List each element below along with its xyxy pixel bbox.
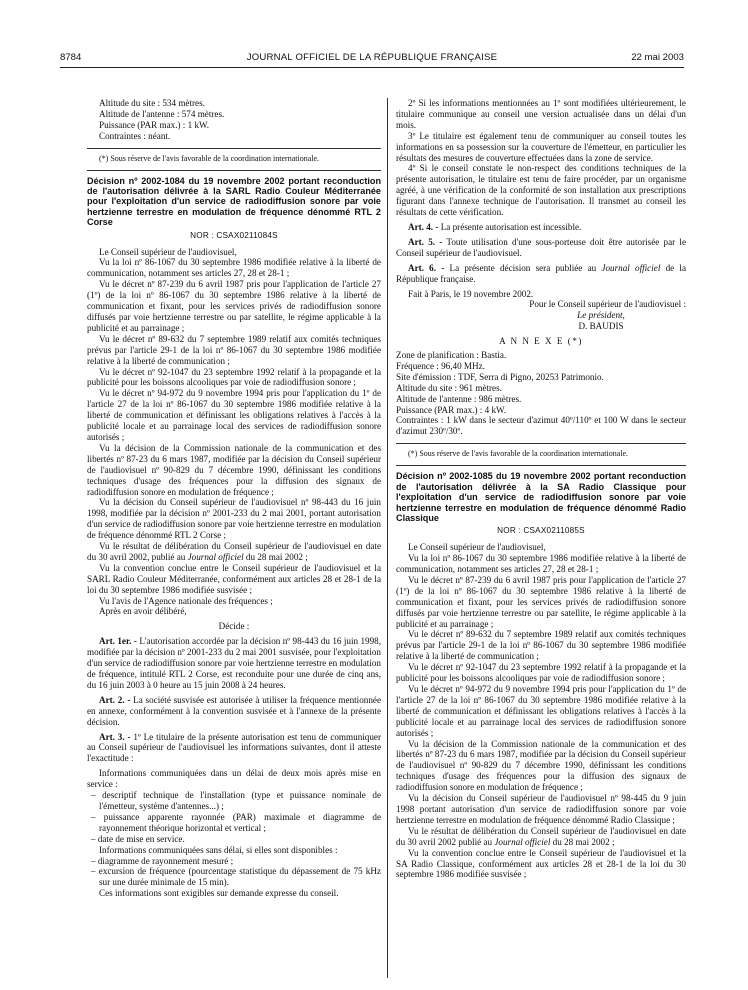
visa-result-text: Vu le résultat de délibération du Conseil supérieur de l'audiovisuel en date du 30 avril 2002, publié au xyxy=(87,541,381,562)
visa-result-date: du 28 mai 2002 ; xyxy=(243,551,308,562)
visa-paragraph: Vu le décret nº 94-972 du 9 novembre 1994 pris pour l'application du 1º de l'article 27 de la loi nº 86-1067 du 30 septembre 1986 modifiée relative à la liberté de communication et définissant les obligations relatives à l'accès à la publicité locale et au parrainage local des services de radiodiffusion sonore autorisés ; xyxy=(396,684,686,738)
annexe-line: Fréquence : 96,40 MHz. xyxy=(396,360,485,371)
article-text: 1º Le titulaire de la présente autorisation est tenu de communiquer au Conseil supérieur de l'audiovisuel les informations suivantes, dont il atteste l'exactitude : xyxy=(87,731,381,764)
footnote: (*) Sous réserve de l'avis favorable de la coordination internationale. xyxy=(99,153,320,163)
page-number: 8784 xyxy=(60,52,82,63)
footnote: (*) Sous réserve de l'avis favorable de la coordination internationale. xyxy=(408,449,629,459)
journal-title: JOURNAL OFFICIEL DE LA RÉPUBLIQUE FRANÇAISE xyxy=(246,52,498,63)
visa-paragraph: Vu le décret nº 87-239 du 6 avril 1987 pris pour l'application de l'article 27 (1º) de la loi nº 86-1067 du 30 septembre 1986 relative à la liberté de communication et fixant, pour les services privés de radiodiffusion sonore diffusés par voie hertzienne terrestre ou par satellite, le régime applicable à la publicité et au parrainage ; xyxy=(396,574,686,629)
visa-paragraph: Vu la loi nº 86-1067 du 30 septembre 1986 modifiée relative à la liberté de communication, notamment ses articles 27, 28 et 28-1 ; xyxy=(87,257,381,279)
journal-officiel-ref: Journal officiel xyxy=(187,551,244,562)
article-3-point-3: 3º Le titulaire est également tenu de communiquer au conseil toutes les informations en sa possession sur la couverture de l'émetteur, en particulier les résultats des mesures de couverture effectuées dans la zone de service. xyxy=(396,130,686,163)
visa-paragraph: Vu la décision de la Commission nationale de la communication et des libertés nº 87-23 du 6 mars 1987, modifiée par la décision du Conseil supérieur de l'audiovisuel nº 90-829 du 7 décembre 1990, définissant les conditions techniques d'usage des fréquences pour la diffusion des signaux de radiodiffusion sonore en modulation de fréquence ; xyxy=(396,738,686,793)
intro-line: Contraintes : néant. xyxy=(99,130,171,141)
intro-line: Altitude de l'antenne : 574 mètres. xyxy=(99,108,225,119)
visa-paragraph: Vu la loi nº 86-1067 du 30 septembre 1986 modifiée relative à la liberté de communication, notamment ses articles 27, 28 et 28-1 ; xyxy=(396,553,686,575)
article-3 xyxy=(87,732,381,765)
header-rule xyxy=(60,67,684,68)
article-label: Art. 3. - xyxy=(99,731,131,742)
annexe-line: Puissance (PAR max.) : 4 kW. xyxy=(396,404,507,415)
intro-line: Puissance (PAR max.) : 1 kW. xyxy=(99,119,210,130)
article-text: La présente autorisation est incessible. xyxy=(438,221,582,232)
annexe-title: A N N E X E (*) xyxy=(499,336,583,347)
article-5 xyxy=(396,237,686,259)
visa-paragraph: Vu le décret nº 92-1047 du 23 septembre 1992 relatif à la propagande et la publicité pour les boissons alcooliques par voie de radiodiffusion sonore ; xyxy=(87,366,381,388)
visa-paragraph: Vu le décret nº 87-239 du 6 avril 1987 pris pour l'application de l'article 27 (1º) de la loi nº 86-1067 du 30 septembre 1986 relative à la liberté de communication et fixant, pour les services privés de radiodiffusion sonore diffusés par voie hertzienne terrestre ou par satellite, le régime applicable à la publicité et au parrainage ; xyxy=(87,279,381,333)
visa-paragraph: Vu le décret nº 89-632 du 7 septembre 1989 relatif aux comités techniques prévus par l'article 29-1 de la loi nº 86-1067 du 30 septembre 1986 modifiée relative à la liberté de communication ; xyxy=(87,333,381,366)
article-6 xyxy=(396,263,686,285)
visa-paragraph: Vu le décret nº 92-1047 du 23 septembre 1992 relatif à la propagande et la publicité pour les boissons alcooliques par voie de radiodiffusion sonore ; xyxy=(396,662,686,684)
signature-line-2: Le président, xyxy=(577,310,625,321)
intro-line: Altitude du site : 534 mètres. xyxy=(99,98,205,108)
visa-paragraph: Vu le décret nº 89-632 du 7 septembre 1989 relatif aux comités techniques prévus par l'article 29-1 de la loi nº 86-1067 du 30 septembre 1986 modifiée relative à la liberté de communication ; xyxy=(396,629,686,662)
apres-deliberation: Après en avoir délibéré, xyxy=(99,606,187,617)
column-divider xyxy=(387,98,388,978)
annexe-line: Altitude du site : 961 mètres. xyxy=(396,382,502,393)
visa-result-text: Vu le résultat de délibération du Conseil supérieur de l'audiovisuel en date du 30 avril 2002 publié au xyxy=(396,825,686,847)
annexe-line: Altitude de l'antenne : 986 mètres. xyxy=(396,393,522,404)
annexe-line: Site d'émission : TDF, Serra di Pigno, 20253 Patrimonio. xyxy=(396,371,604,382)
journal-officiel-ref: Journal officiel xyxy=(494,836,551,847)
separator-rule xyxy=(87,170,381,171)
article-text: La présente décision sera publiée au xyxy=(444,262,602,273)
info-exigible-paragraph: Ces informations sont exigibles sur demande expresse du conseil. xyxy=(99,888,339,899)
article-1 xyxy=(87,636,381,691)
article-4 xyxy=(396,222,686,233)
visa-result xyxy=(396,826,686,848)
separator-rule xyxy=(396,465,686,466)
signature-place-date: Fait à Paris, le 19 novembre 2002. xyxy=(408,288,534,299)
list-item: – puissance apparente rayonnée (PAR) maximale et diagramme de rayonnement théorique horizontal et vertical ; xyxy=(91,811,381,833)
decision-heading: Décision nº 2002-1085 du 19 novembre 2002 portant reconduction de l'autorisation délivrée à la SA Radio Classique pour l'exploitation d'un service de radiodiffusion sonore par voie hertzienne terrestre en modulation de fréquence dénommé Radio Classique xyxy=(396,471,686,523)
list-item: – date de mise en service. xyxy=(91,833,185,844)
annexe-line: Zone de planification : Bastia. xyxy=(396,350,507,361)
annexe-line: Contraintes : 1 kW dans le secteur d'azimut 40º/110º et 100 W dans le secteur d'azimut 230º/30º. xyxy=(396,415,686,437)
left-column xyxy=(87,98,381,899)
article-2 xyxy=(87,695,381,728)
decision-heading: Décision nº 2002-1084 du 19 novembre 2002 portant reconduction de l'autorisation délivrée à la SARL Radio Couleur Méditerranée pour l'exploitation d'un service de radiodiffusion sonore par voie hertzienne terrestre en modulation de fréquence dénommé RTL 2 Corse xyxy=(87,175,381,228)
article-label: Art. 6. - xyxy=(408,262,445,273)
opening-line: Le Conseil supérieur de l'audiovisuel, xyxy=(99,246,237,257)
article-label: Art. 1er. - xyxy=(99,636,137,647)
visa-paragraph: Vu la décision du Conseil supérieur de l'audiovisuel nº 98-445 du 9 juin 1998 portant autorisation d'un service de radiodiffusion sonore par voie hertzienne terrestre en modulation de fréquence dénommé Radio Classique ; xyxy=(396,793,686,825)
article-3-point-4: 4º Si le conseil constate le non-respect des conditions techniques de la présente autorisation, le titulaire est tenu de faire procéder, par un organisme agréé, à une vérification de la conformité de son installation aux prescriptions figurant dans l'annexe technique de l'autorisation. Il transmet au conseil les résultats de cette vérification. xyxy=(396,163,686,218)
signature-line-1: Pour le Conseil supérieur de l'audiovisuel : xyxy=(529,299,686,310)
list-item: – diagramme de rayonnement mesuré ; xyxy=(91,855,234,866)
visa-result xyxy=(87,541,381,563)
article-label: Art. 2. - xyxy=(99,694,131,705)
visa-paragraph: Vu la décision du Conseil supérieur de l'audiovisuel nº 98-443 du 16 juin 1998, modifiée par la décision nº 2001-233 du 2 mai 2001, portant autorisation d'un service de radiodiffusion sonore par voie hertzienne terrestre en modulation de fréquence dénommé RTL 2 Corse ; xyxy=(87,497,381,541)
info-nodelay-paragraph: Informations communiquées sans délai, si elles sont disponibles : xyxy=(99,844,338,855)
nor-reference: NOR : CSAX0211085S xyxy=(497,526,585,536)
visa-paragraph: Vu la décision de la Commission nationale de la communication et des libertés nº 87-23 du 6 mars 1987, modifiée par la décision du Conseil supérieur de l'audiovisuel nº 90-829 du 7 décembre 1990, définissant les conditions techniques d'usage des fréquences pour la diffusion des signaux de radiodiffusion sonore en modulation de fréquence ; xyxy=(87,442,381,497)
list-item: – excursion de fréquence (pourcentage statistique du dépassement de 75 kHz sur une durée minimale de 15 min). xyxy=(91,866,381,888)
visa-convention: Vu la convention conclue entre le Conseil supérieur de l'audiovisuel et la SA Radio Classique, conformément aux articles 28 et 28-1 de la loi du 30 septembre 1986 modifiée susvisée ; xyxy=(396,847,686,880)
article-text: L'autorisation accordée par la décision nº 98-443 du 16 juin 1998, modifiée par la décision nº 2001-233 du 2 mai 2001 susvisée, pour l'exploitation d'un service de radiodiffusion sonore par voie hertzienne terrestre en modulation de fréquence, intitulé RTL 2 Corse, est reconduite pour une durée de cinq ans, du 16 juin 2003 à 0 heure au 15 juin 2008 à 24 heures. xyxy=(87,636,381,690)
article-label: Art. 5. - xyxy=(408,236,443,247)
separator-rule xyxy=(87,148,381,149)
info-delay-paragraph: Informations communiquées dans un délai de deux mois après mise en service : xyxy=(87,768,381,790)
separator-rule xyxy=(396,443,686,444)
article-label: Art. 4. - xyxy=(408,221,439,232)
visa-convention: Vu la convention conclue entre le Conseil supérieur de l'audiovisuel et la SARL Radio Couleur Méditerranée, conformément aux articles 28 et 28-1 de la loi du 30 septembre 1986 modifiée susvisée ; xyxy=(87,562,381,595)
article-text: La société susvisée est autorisée à utiliser la fréquence mentionnée en annexe, conformément à la convention susvisée et à l'annexe de la présente décision. xyxy=(87,694,381,727)
list-item: – descriptif technique de l'installation (type et puissance nominale de l'émetteur, système d'antennes...) ; xyxy=(91,790,381,811)
journal-officiel-ref: Journal officiel xyxy=(601,262,661,273)
right-column xyxy=(396,98,686,880)
visa-paragraph: Vu le décret nº 94-972 du 9 novembre 1994 pris pour l'application du 1º de l'article 27 de la loi nº 86-1067 du 30 septembre 1986 modifiée relative à la liberté de communication et définissant les obligations relatives à l'accès à la publicité locale et au parrainage local des services de radiodiffusion sonore autorisés ; xyxy=(87,388,381,442)
article-text: Toute utilisation d'une sous-porteuse doit être autorisée par le Conseil supérieur de l'audiovisuel. xyxy=(396,236,686,258)
opening-line: Le Conseil supérieur de l'audiovisuel, xyxy=(408,542,546,553)
article-3-point-2: 2º Si les informations mentionnées au 1º sont modifiées ultérieurement, le titulaire communique au conseil une version actualisée dans un délai d'un mois. xyxy=(396,98,686,130)
page-header xyxy=(60,51,684,65)
issue-date: 22 mai 2003 xyxy=(631,52,684,63)
visa-result-date: du 28 mai 2002 ; xyxy=(550,836,615,847)
decide-line: Décide : xyxy=(218,621,250,632)
nor-reference: NOR : CSAX0211084S xyxy=(190,230,278,240)
visa-agence: Vu l'avis de l'Agence nationale des fréquences ; xyxy=(99,595,273,606)
article-text: de la République française. xyxy=(396,262,686,284)
signatory-name: D. BAUDIS xyxy=(578,321,624,332)
